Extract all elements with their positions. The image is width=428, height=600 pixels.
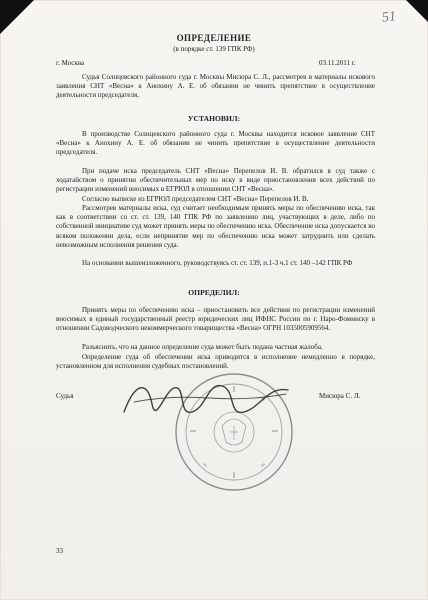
decided-paragraph-3: Определение суда об обеспечении иска приводится в исполнение немедленно в порядке, установленном для исполнения судебных постановлений. bbox=[56, 353, 375, 371]
scan-corner-shadow bbox=[0, 0, 34, 34]
decided-paragraph-2: Разъяснить, что на данное определение суда может быть подана частная жалоба. bbox=[82, 343, 323, 351]
established-paragraph-5: На основании вышеизложенного, руководствуясь ст. ст. 139, п.1-3 ч.1 ст. 140 –142 ГПК РФ bbox=[82, 259, 353, 267]
document-city: г. Москва bbox=[56, 59, 85, 67]
document-subtitle: (в порядке ст. 139 ГПК РФ) bbox=[173, 45, 255, 53]
established-paragraph-1: В производстве Солнцевского районного суда г. Москвы находится исковое заявление СНТ «Весна» к Анохину А. Е. об обязании не чинить препятствие в осуществление деятельности председателя. bbox=[56, 130, 375, 157]
established-paragraph-2: При подаче иска председатель СНТ «Весна» Перепелов И. В. обратился в суд также с ходатайством о принятии обеспечительных мер по иску в виде приостановления всех действий по регистрации изменений вносимых в ЕГРЮЛ в отношении СНТ «Весна». bbox=[56, 167, 375, 194]
document-date: 03.11.2011 г. bbox=[319, 59, 356, 67]
judge-signature bbox=[118, 372, 294, 430]
established-paragraph-4: Рассмотрев материалы иска, суд считает необходимым принять меры по обеспечению иска, так как в соответствии со ст. ст. 139, 140 ГПК РФ по заявлению лиц, участвующих в деле, либо по собственной инициативе суд может принять меры по обеспечению иска. Обеспечение иска допускается во всяком положении дела, если непринятие мер по обеспечению иска может затруднить или сделать невозможным исполнения решения суда. bbox=[56, 204, 375, 249]
intro-paragraph: Судья Солнцевского районного суда г. Москвы Мисюра С. Л., рассмотрев в материалы искового заявления СНТ «Весна» к Анохину А. Е. об обязании не чинить препятствие в осуществление деятельности председателя, bbox=[56, 73, 375, 100]
scan-corner-shadow-right bbox=[406, 0, 428, 22]
document-title: ОПРЕДЕЛЕНИЕ bbox=[176, 33, 252, 43]
decided-heading: ОПРЕДЕЛИЛ: bbox=[188, 288, 240, 297]
signature-name: Мисюра С. Л. bbox=[319, 392, 361, 400]
decided-paragraph-1: Принять меры по обеспечению иска – приостановить все действия по регистрации изменений вносимых в единый государственный реестр юридических лиц ИФНС России по г. Наро-Фоминску в отношении Садоводческого некоммерческого товарищества «Весна» ОГРН 1035005909564. bbox=[56, 306, 375, 333]
signature-label: Судья bbox=[56, 392, 74, 400]
established-paragraph-3: Согласно выписке из ЕГРЮЛ председателем СНТ «Весна» Перепелов И. В. bbox=[82, 195, 309, 203]
established-heading: УСТАНОВИЛ: bbox=[187, 114, 241, 123]
page-number: 33 bbox=[56, 547, 63, 555]
handwritten-page-number: 51 bbox=[381, 9, 397, 26]
